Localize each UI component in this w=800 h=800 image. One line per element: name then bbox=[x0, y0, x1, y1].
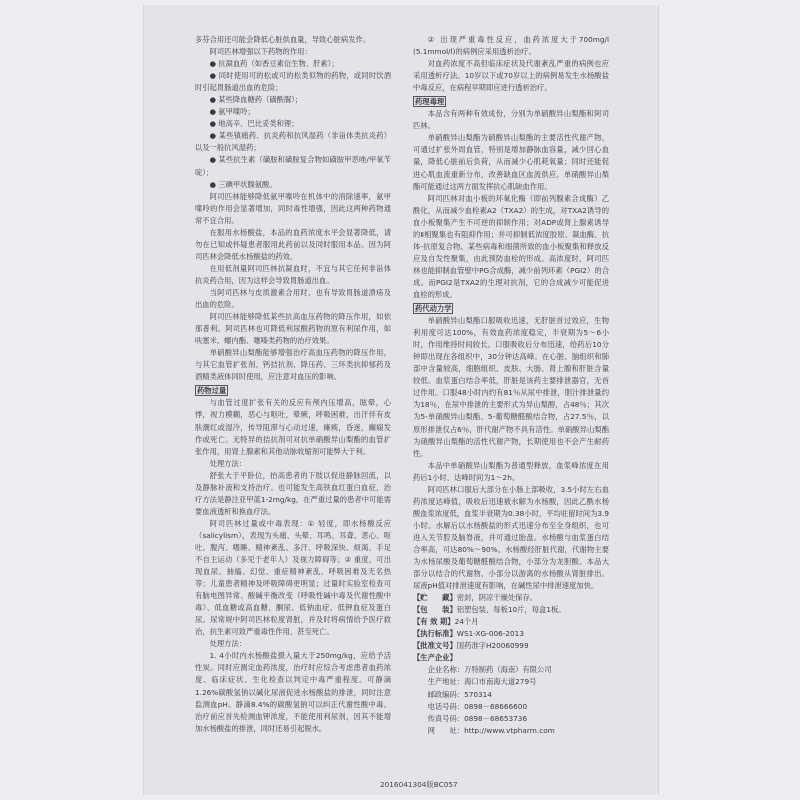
paragraph: 处理方法： bbox=[209, 639, 247, 649]
info-value: 密封，阴凉干燥处保存。 bbox=[456, 593, 538, 603]
paragraph: 与血管过度扩张有关的反应有颅内压增高，眩晕，心悸，视力模糊，恶心与呕吐，晕厥，呼吸困难，出汗伴有皮肤潮红或湿冷，传导阻滞与心动过速，瘫痪，昏迷，癫痫发作或死亡。无特异的拮抗剂可对抗单硝酸异山梨酯的血管扩张作用，用肾上腺素和其他动脉收缩剂可能弊大于利。 bbox=[195, 398, 391, 456]
paragraph: ● 三碘甲状腺氨酸。 bbox=[209, 179, 277, 189]
section-heading-label: 药物过量 bbox=[197, 386, 227, 396]
section-heading bbox=[195, 385, 391, 397]
paragraph: 阿司匹林能够降低某些抗高血压药物的降压作用，如依那普利。阿司匹林也可降低利尿酸药物的原有利尿作用，如呋塞米、螺内酯、噻嗪类药物的治疗效果。 bbox=[195, 312, 391, 346]
paragraph: ● 某些抗生素（磺胺和磺胺复合物如磺胺甲恶唑/甲氧苄啶）； bbox=[195, 155, 391, 177]
paragraph: ● 氨甲喋呤； bbox=[209, 107, 255, 117]
info-row bbox=[413, 604, 609, 616]
info-key: 【生产企业】 bbox=[413, 653, 457, 663]
paragraph: 当阿司匹林与皮质激素合用时，也有导致胃肠道溃疡及出血的危险。 bbox=[195, 287, 391, 310]
info-row bbox=[413, 640, 609, 652]
left-column bbox=[195, 34, 391, 734]
info-key: 【执行标准】 bbox=[413, 629, 457, 639]
company-info-line: 传真号码：0898－68653736 bbox=[427, 713, 528, 723]
info-value: WS1-XG-006-2013 bbox=[456, 629, 524, 639]
paragraph: ② 出现严重毒性反应，血药浓度大于700mg/l (5.1mmol/l)的病例应采用透析治疗。 bbox=[413, 35, 609, 57]
paragraph: 阿司匹林增强以下药物的作用： bbox=[209, 47, 312, 57]
info-key: 【有 效 期】 bbox=[413, 617, 455, 627]
info-row bbox=[413, 628, 609, 640]
paragraph: 单硝酸异山梨酯口服吸收迅速，无肝脏首过效应，生物利用度可达100%，有效血药浓度稳定，半衰期为5～6小时，作用维持时间较长。口服吸收后分布迅速，给药后10分钟即出现在各组织中，30分钟达高峰。在心脏、脑组织和肺部中含量较高，细胞组织、皮肤、大肠、肾上腺和肝脏含量较低。血浆蛋白结合率低，肝脏是该药主要排泄器官，无首过作用。口服48小时内约有81％从尿中排泄，胆汁排泄量约为18％，在尿中排泄的主要形式为异山梨醇，占48％；其次为5-单硝酸异山梨酯、5-葡萄糖醛酸结合物，占27.5％，以原形排泄仅占6％，肝代谢产物不具有活性。单硝酸异山梨酯为硝酸异山梨酯的活性代谢产物，长期使用也不会产生耐药性。 bbox=[413, 316, 609, 458]
paragraph: ● 某些降血糖药（磺酰脲）； bbox=[209, 95, 303, 105]
company-info-line: 企业名称：万特制药（海南）有限公司 bbox=[427, 665, 552, 675]
leaflet-page bbox=[195, 34, 611, 768]
paragraph: 在用低剂量阿司匹林抗凝血时，不宜与其它任何非甾体抗炎药合用，因为这样会导致胃肠道出血。 bbox=[195, 263, 391, 285]
info-key: 【包 装】 bbox=[413, 605, 457, 615]
paragraph: 舒张大于平卧位，抬高患者的下肢以促进静脉回流，以及静脉补液和支持治疗。也可能发生高铁血红蛋白血症，治疗方法是静注亚甲蓝1-2mg/kg，在严重过量的患者中可能需要血液透析和换血疗法。 bbox=[195, 470, 391, 516]
company-info-line: 电话号码：0898－68666600 bbox=[427, 701, 528, 711]
paragraph: 本品含有两种有效成份，分别为单硝酸异山梨酯和阿司匹林。 bbox=[413, 109, 609, 131]
print-code: 2016041304版BC057 bbox=[380, 780, 458, 789]
section-heading-label: 药理毒理 bbox=[415, 97, 445, 107]
info-key: 【贮 藏】 bbox=[413, 593, 457, 603]
paragraph: 阿司匹林能够降低氨甲喋呤在机体中的消除速率，氨甲喋呤的作用会显著增加，同时毒性增强，因此这两种药物通常不宜合用。 bbox=[195, 191, 391, 225]
company-info-line: 网 址：http://www.vtpharm.com bbox=[427, 725, 555, 734]
paragraph: 处理方法： bbox=[209, 458, 247, 468]
paragraph: 本品中单硝酸异山梨酯为普通型释放，血浆峰浓度在用药后1小时，达峰时间为1～2h。 bbox=[413, 460, 609, 482]
info-row bbox=[413, 616, 609, 628]
info-value: 国药准字H20060999 bbox=[456, 641, 529, 651]
paragraph: ● 地高辛、巴比妥类和锂； bbox=[209, 119, 299, 129]
paragraph: 在服用水杨酸盐，本品的血药浓度水平会显著降低，请勿在已知或怀疑患者服用此药前以及同时服用本品。因为阿司匹林会降低水杨酸盐的药效。 bbox=[195, 227, 391, 261]
section-heading bbox=[413, 96, 609, 108]
paragraph: 阿司匹林口服后大部分在小肠上部吸收，3.5小时左右血药浓度达峰值，吸收后迅速被水解为水杨酸，因此乙酰水杨酸血浆浓度低，血浆半衰期为0.38小时，平均驻留时间为3.9小时。水解后以水杨酸盐的形式迅速分布至全身组织，也可进入关节腔及脑脊液，并可通过胎盘。水杨酸与血浆蛋白结合率高，可达80%～90%。水杨酸经肝脏代谢，代谢物主要为水杨尿酸及葡萄糖醛酸结合物，小部分为龙胆酸。本品大部分以结合的代谢物、小部分以游离的水杨酸从肾脏排出。尿液pH值对排泄速度有影响，在碱性尿中排泄速度加快。 bbox=[413, 484, 609, 591]
info-value: 铝塑包装，每板10片，每盒1板。 bbox=[456, 605, 566, 615]
info-row bbox=[413, 652, 609, 664]
paragraph: 阿司匹林对血小板的环氧化酶（即前列腺素合成酶）乙酰化，从而减少血栓素A2（TXA2）的生成，对TXA2诱导的血小板聚集产生不可逆的抑制作用；对ADP或肾上腺素诱导的Ⅱ相聚集也有阻抑作用；并可抑制低浓度胶原、凝血酶、抗体-抗原复合物、某些病毒和细菌所致的血小板聚集和释放反应及自发性聚集，由此预防血栓的形成。高浓度时，阿司匹林也能抑制血管壁中PG合成酶，减少前列环素（PGI2）的合成。而PGI2是TXA2的生理对抗剂，它的合成减少可能促进血栓的形成。 bbox=[413, 193, 609, 299]
info-value bbox=[457, 652, 609, 664]
section-heading bbox=[413, 303, 609, 315]
company-info-line: 生产地址：海口市南海大道279号 bbox=[427, 677, 537, 687]
paragraph: 多芬合用还可能会降低心脏供血量，导致心脏病发作。 bbox=[195, 35, 371, 44]
paragraph: 对血药浓度不高但临床症状及代谢紊乱严重的病例也应采用透析疗法。10岁以下或70岁以上的病例易发生水杨酸盐中毒反应，在病程早期即应进行透析治疗。 bbox=[413, 59, 609, 93]
paragraph: ● 抗凝血药（如香豆素衍生物、肝素）； bbox=[209, 59, 339, 69]
info-key: 【批准文号】 bbox=[413, 641, 457, 651]
company-info-line: 邮政编码：570314 bbox=[427, 689, 492, 699]
info-row bbox=[413, 592, 609, 604]
paragraph: 单硝酸异山梨酯能够增强治疗高血压药物的降压作用，与其它血管扩张剂、钙拮抗剂、降压药、三环类抗抑郁药及酒精类液体同时使用，应注意对血压的影响。 bbox=[195, 348, 391, 382]
paragraph: 1. 4小时内水杨酸盐摄入量大于250mg/kg，应给予活性炭。同时应测定血药浓度，治疗时应综合考虑患者血药浓度、临床症状、生化检查以判定中毒严重程度。可静滴1.26%碳酸氢钠以碱化尿液促进水杨酸盐的排泄，同时注意监测血pH。静滴8.4%的碳酸氢钠可以纠正代谢性酸中毒。治疗前应首先检测血钾浓度，不能使用利尿剂，因其不能增加水杨酸盐的排泄，同时还易引起脱水。 bbox=[195, 651, 391, 733]
info-value: 24个月 bbox=[454, 617, 479, 627]
right-column bbox=[413, 34, 609, 734]
paragraph: 单硝酸异山梨酯为硝酸异山梨酯的主要活性代谢产物，可通过扩张外周血管，特别是增加静脉血容量，减少回心血量，降低心脏前后负荷，从而减少心肌耗氧量；同时还能促进心肌血流重新分布，改善缺血区血流供应。单硝酸异山梨酯可能通过这两方面发挥抗心肌缺血作用。 bbox=[413, 133, 609, 191]
paragraph: 阿司匹林过量或中毒表现：① 轻度，即水杨酸反应（salicylism），表现为头痛、头晕、耳鸣、耳聋、恶心、呕吐、腹泻、嗜睡、精神紊乱、多汗、呼吸深快、烦渴、手足不自主运动（多见于老年人）及视力障碍等；② 重度，可出现血尿、抽搐、幻觉、重症精神紊乱、呼吸困难及无名热等；儿童患者精神及呼吸障碍更明显；过量时实验室检查可有脑电图异常、酸碱平衡改变（呼吸性碱中毒及代谢性酸中毒）、低血糖或高血糖、酮尿、低钠血症、低钾血症及蛋白尿。尿常规中阿司匹林粒度肾脏，并及时将病情给予医疗救治，抗生素可致严重毒性作用，甚至死亡。 bbox=[195, 518, 391, 637]
paragraph: ● 某些镇痛药、抗炎药和抗风湿药（非甾体类抗炎药）以及一般抗风湿药； bbox=[195, 131, 391, 153]
paragraph: ● 同时使用可的松或可的松类似物的药物，或同时饮酒时引起胃肠道出血的危险； bbox=[195, 71, 391, 93]
section-heading-label: 药代动力学 bbox=[415, 304, 452, 314]
